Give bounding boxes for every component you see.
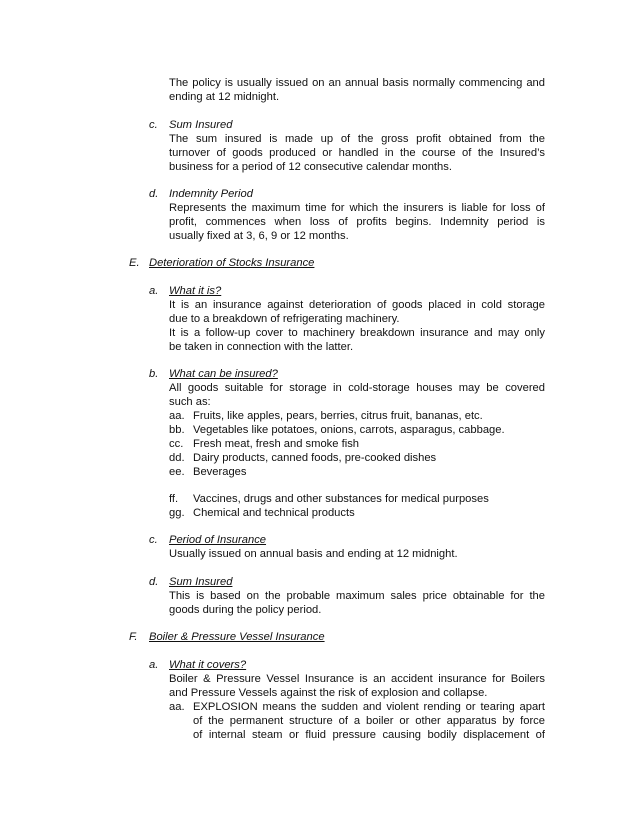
list-item-marker: gg. [169, 507, 185, 519]
list-item-marker: bb. [169, 424, 185, 436]
e-b-marker: b. [149, 368, 159, 380]
e-a-line-3: It is a follow-up cover to machinery breakdown insurance and may only [169, 327, 545, 339]
section-e-heading: Deterioration of Stocks Insurance [149, 257, 315, 269]
e-c-heading: Period of Insurance [169, 534, 267, 546]
indemnity-heading: Indemnity Period [169, 188, 253, 200]
list-item-marker: ff. [169, 493, 179, 505]
f-aa-line-3: of internal steam or fluid pressure causing bodily displacement of [193, 729, 545, 741]
list-item-text: Fresh meat, fresh and smoke fish [193, 438, 360, 450]
e-a-line-1: It is an insurance against deterioration of goods placed in cold storage [169, 299, 545, 311]
sum-insured-line-1: The sum insured is made up of the gross profit obtained from the [169, 133, 545, 145]
sum-insured-line-2: turnover of goods produced or handled in the course of the Insured’s [169, 147, 545, 159]
f-a-line-2: and Pressure Vessels against the risk of explosion and collapse. [169, 687, 488, 699]
e-d-line-2: goods during the policy period. [169, 604, 322, 616]
section-f-heading: Boiler & Pressure Vessel Insurance [149, 631, 325, 643]
e-c-marker: c. [149, 534, 158, 546]
indemnity-line-3: usually fixed at 3, 6, 9 or 12 months. [169, 230, 349, 242]
list-item-marker: cc. [169, 438, 184, 450]
e-b-line-2: such as: [169, 396, 211, 408]
e-a-marker: a. [149, 285, 159, 297]
e-a-line-2: due to a breakdown of refrigerating machinery. [169, 313, 400, 325]
f-a-line-1: Boiler & Pressure Vessel Insurance is an accident insurance for Boilers [169, 673, 545, 685]
f-aa-line-1: EXPLOSION means the sudden and violent rending or tearing apart [193, 701, 545, 713]
f-a-heading: What it covers? [169, 659, 247, 671]
sum-insured-marker: c. [149, 119, 158, 131]
f-a-marker: a. [149, 659, 159, 671]
list-item-marker: ee. [169, 466, 185, 478]
e-d-marker: d. [149, 576, 159, 588]
list-item-text: Beverages [193, 466, 247, 478]
e-a-line-4: be taken in connection with the latter. [169, 341, 354, 353]
e-d-line-1: This is based on the probable maximum sales price obtainable for the [169, 590, 545, 602]
list-item-text: Vaccines, drugs and other substances for medical purposes [193, 493, 489, 505]
list-item-text: Chemical and technical products [193, 507, 355, 519]
list-item-text: Fruits, like apples, pears, berries, citrus fruit, bananas, etc. [193, 410, 483, 422]
f-aa-line-2: of the permanent structure of a boiler or other apparatus by force [193, 715, 545, 727]
e-b-line-1: All goods suitable for storage in cold-storage houses may be covered [169, 382, 545, 394]
sum-insured-heading: Sum Insured [169, 119, 233, 131]
sum-insured-line-3: business for a period of 12 consecutive calendar months. [169, 161, 452, 173]
list-item-marker: dd. [169, 452, 185, 464]
e-b-heading: What can be insured? [169, 368, 278, 380]
section-e-marker: E. [129, 257, 140, 269]
list-item-text: Vegetables like potatoes, onions, carrots, asparagus, cabbage. [193, 424, 505, 436]
indemnity-line-2: profit, commences when loss of profits begins. Indemnity period is [169, 216, 545, 228]
section-f-marker: F. [129, 631, 138, 643]
indemnity-marker: d. [149, 188, 159, 200]
e-d-heading: Sum Insured [169, 576, 233, 588]
e-a-heading: What it is? [169, 285, 222, 297]
intro-line-2: ending at 12 midnight. [169, 91, 280, 103]
f-aa-marker: aa. [169, 701, 185, 713]
intro-line-1: The policy is usually issued on an annual basis normally commencing and [169, 77, 545, 89]
e-c-line-1: Usually issued on annual basis and ending at 12 midnight. [169, 548, 458, 560]
list-item-marker: aa. [169, 410, 185, 422]
indemnity-line-1: Represents the maximum time for which the insurers is liable for loss of [169, 202, 545, 214]
list-item-text: Dairy products, canned foods, pre-cooked dishes [193, 452, 437, 464]
